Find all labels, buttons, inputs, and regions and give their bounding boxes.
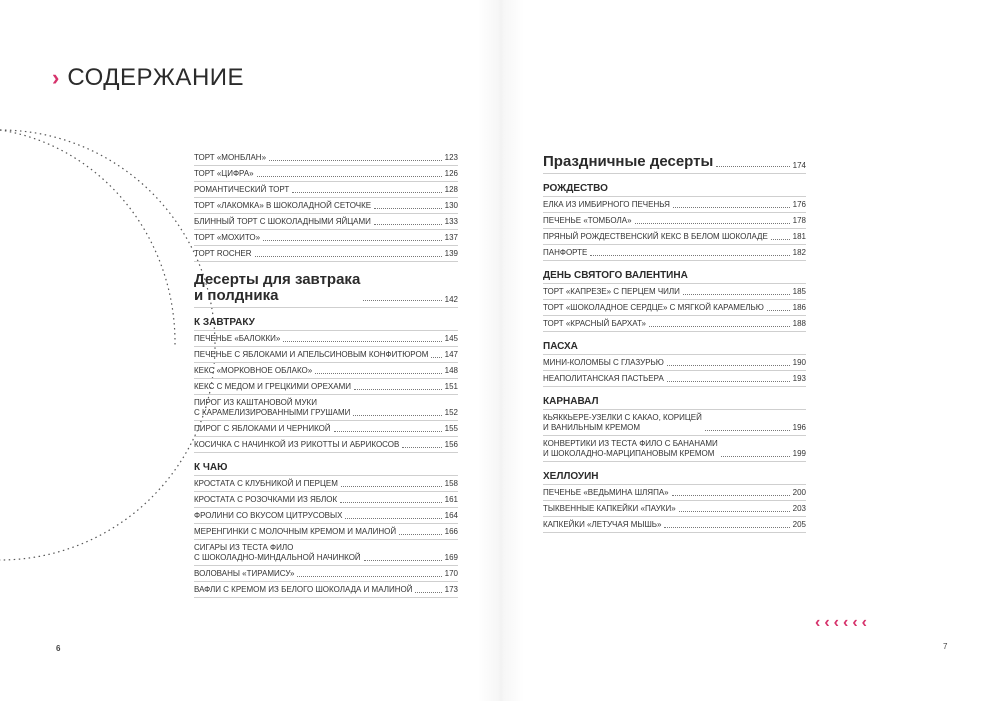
dot-leader <box>374 208 442 209</box>
dot-leader <box>767 310 790 311</box>
entry-page: 173 <box>444 585 458 594</box>
entry-title: ПЕЧЕНЬЕ «ТОМБОЛА» <box>543 216 632 225</box>
entry-page: 145 <box>444 334 458 343</box>
chevron-left-icon: ‹ <box>842 614 849 631</box>
toc-entry[interactable] <box>194 395 458 421</box>
dot-leader <box>297 576 441 577</box>
page-number-left: 6 <box>56 644 61 653</box>
toc-entry[interactable] <box>543 410 806 436</box>
toc-entry[interactable] <box>194 437 458 453</box>
dot-leader <box>263 240 442 241</box>
entry-title: ТОРТ «КАПРЕЗЕ» С ПЕРЦЕМ ЧИЛИ <box>543 287 680 296</box>
dot-leader <box>667 365 790 366</box>
toc-entry[interactable] <box>194 214 458 230</box>
entry-page: 123 <box>444 153 458 162</box>
entry-title: ПЕЧЕНЬЕ «ВЕДЬМИНА ШЛЯПА» <box>543 488 669 497</box>
entry-title: ТЫКВЕННЫЕ КАПКЕЙКИ «ПАУКИ» <box>543 504 676 513</box>
toc-entry[interactable] <box>194 331 458 347</box>
chevron-left-icon: ‹ <box>833 614 839 631</box>
toc-entry[interactable] <box>543 316 806 332</box>
entry-page: 147 <box>444 350 458 359</box>
title-text: СОДЕРЖАНИЕ <box>67 64 245 91</box>
toc-entry[interactable] <box>194 492 458 508</box>
entry-title: НЕАПОЛИТАНСКАЯ ПАСТЬЕРА <box>543 374 664 383</box>
dot-leader <box>364 560 442 561</box>
dot-leader <box>415 592 441 593</box>
chapter-page: 142 <box>444 295 458 304</box>
entry-title: ТОРТ «МОНБЛАН» <box>194 153 267 162</box>
entry-title: ТОРТ «ЦИФРА» <box>194 169 254 178</box>
entry-title: ТОРТ «МОХИТО» <box>194 233 261 242</box>
toc-entry[interactable] <box>194 150 458 166</box>
toc-entry[interactable] <box>543 517 806 533</box>
entry-title: ВОЛОВАНЫ «ТИРАМИСУ» <box>194 569 295 578</box>
chevron-right-icon: › <box>52 65 60 90</box>
toc-left-column <box>194 150 458 598</box>
chapter-heading[interactable] <box>194 272 458 308</box>
entry-title: ТОРТ «ЛАКОМКА» В ШОКОЛАДНОЙ СЕТОЧКЕ <box>194 201 372 210</box>
entry-page: 148 <box>444 366 458 375</box>
entry-page: 190 <box>792 358 806 367</box>
entry-title: ПИРОГ С ЯБЛОКАМИ И ЧЕРНИКОЙ <box>194 424 331 433</box>
dot-leader <box>667 381 790 382</box>
entry-title: КРОСТАТА С КЛУБНИКОЙ И ПЕРЦЕМ <box>194 479 338 488</box>
entry-page: 185 <box>792 287 806 296</box>
toc-entry[interactable] <box>543 197 806 213</box>
entry-title: КОНВЕРТИКИ ИЗ ТЕСТА ФИЛО С БАНАНАМИ И ШОКОЛАДНО-МАРЦИПАНОВЫМ КРЕМОМ <box>543 439 718 458</box>
entry-page: 128 <box>444 185 458 194</box>
entry-page: 164 <box>444 511 458 520</box>
dot-leader <box>431 357 441 358</box>
entry-page: 196 <box>792 423 806 432</box>
dot-leader <box>334 431 442 432</box>
entry-page: 176 <box>792 200 806 209</box>
dot-leader <box>341 486 442 487</box>
section-heading: КАРНАВАЛ <box>543 387 806 410</box>
entry-page: 193 <box>792 374 806 383</box>
entry-title: КАПКЕЙКИ «ЛЕТУЧАЯ МЫШЬ» <box>543 520 662 529</box>
entry-page: 158 <box>444 479 458 488</box>
toc-entry[interactable] <box>194 508 458 524</box>
dot-leader <box>673 207 790 208</box>
section-heading: ДЕНЬ СВЯТОГО ВАЛЕНТИНА <box>543 261 806 284</box>
dot-leader <box>679 511 790 512</box>
toc-entry[interactable] <box>194 540 458 566</box>
entry-title: КЕКС «МОРКОВНОЕ ОБЛАКО» <box>194 366 313 375</box>
chapter-heading[interactable] <box>543 154 806 174</box>
dot-leader <box>269 160 442 161</box>
entry-page: 151 <box>444 382 458 391</box>
section-heading: РОЖДЕСТВО <box>543 174 806 197</box>
chevron-left-icon: ‹ <box>824 614 830 631</box>
chevron-left-icon: ‹ <box>852 614 858 631</box>
dot-leader <box>257 176 442 177</box>
entry-title: КОСИЧКА С НАЧИНКОЙ ИЗ РИКОТТЫ И АБРИКОСОВ <box>194 440 400 449</box>
entry-title: ЕЛКА ИЗ ИМБИРНОГО ПЕЧЕНЬЯ <box>543 200 670 209</box>
entry-page: 205 <box>792 520 806 529</box>
dot-leader <box>716 166 789 167</box>
entry-title: МИНИ-КОЛОМБЫ С ГЛАЗУРЬЮ <box>543 358 664 367</box>
chapter-page: 174 <box>792 161 806 170</box>
chevron-left-icon: ‹ <box>861 614 867 631</box>
entry-title: МЕРЕНГИНКИ С МОЛОЧНЫМ КРЕМОМ И МАЛИНОЙ <box>194 527 397 536</box>
section-heading: ПАСХА <box>543 332 806 355</box>
dot-leader <box>721 456 790 457</box>
toc-entry[interactable] <box>194 566 458 582</box>
toc-entry[interactable] <box>194 198 458 214</box>
entry-title: ТОРТ «ШОКОЛАДНОЕ СЕРДЦЕ» С МЯГКОЙ КАРАМЕЛЬЮ <box>543 303 764 312</box>
toc-entry[interactable] <box>194 582 458 598</box>
entry-page: 155 <box>444 424 458 433</box>
dot-leader <box>374 224 442 225</box>
dot-leader <box>363 300 441 301</box>
dot-leader <box>283 341 441 342</box>
entry-page: 133 <box>444 217 458 226</box>
entry-page: 137 <box>444 233 458 242</box>
dot-leader <box>315 373 441 374</box>
toc-entry[interactable] <box>543 300 806 316</box>
toc-entry[interactable] <box>194 166 458 182</box>
toc-entry[interactable] <box>194 246 458 262</box>
entry-page: 152 <box>444 408 458 417</box>
dot-leader <box>353 415 441 416</box>
entry-page: 188 <box>792 319 806 328</box>
entry-title: СИГАРЫ ИЗ ТЕСТА ФИЛО С ШОКОЛАДНО-МИНДАЛЬНОЙ НАЧИНКОЙ <box>194 543 361 562</box>
dot-leader <box>705 430 790 431</box>
entry-page: 200 <box>792 488 806 497</box>
toc-entry[interactable] <box>543 371 806 387</box>
entry-page: 170 <box>444 569 458 578</box>
entry-title: БЛИННЫЙ ТОРТ С ШОКОЛАДНЫМИ ЯЙЦАМИ <box>194 217 371 226</box>
dot-leader <box>771 239 790 240</box>
entry-page: 126 <box>444 169 458 178</box>
toc-entry[interactable] <box>543 229 806 245</box>
entry-page: 166 <box>444 527 458 536</box>
entry-title: ТОРТ «КРАСНЫЙ БАРХАТ» <box>543 319 646 328</box>
toc-entry[interactable] <box>543 355 806 371</box>
toc-entry[interactable] <box>194 476 458 492</box>
chevron-left-icon: ‹ <box>815 614 821 631</box>
entry-title: ПАНФОРТЕ <box>543 248 588 257</box>
entry-page: 130 <box>444 201 458 210</box>
toc-entry[interactable] <box>543 436 806 462</box>
dot-leader <box>402 447 441 448</box>
dot-leader <box>340 502 441 503</box>
toc-entry[interactable] <box>543 213 806 229</box>
entry-page: 169 <box>444 553 458 562</box>
dot-leader <box>683 294 790 295</box>
entry-page: 186 <box>792 303 806 312</box>
entry-title: КЕКС С МЕДОМ И ГРЕЦКИМИ ОРЕХАМИ <box>194 382 352 391</box>
dot-leader <box>664 527 789 528</box>
dot-leader <box>345 518 441 519</box>
dot-leader <box>635 223 790 224</box>
toc-entry[interactable] <box>543 284 806 300</box>
entry-page: 178 <box>792 216 806 225</box>
entry-title: ПИРОГ ИЗ КАШТАНОВОЙ МУКИ С КАРАМЕЛИЗИРОВАННЫМИ ГРУШАМИ <box>194 398 351 417</box>
toc-entry[interactable] <box>543 485 806 501</box>
entry-page: 161 <box>444 495 458 504</box>
toc-entry[interactable] <box>194 524 458 540</box>
entry-page: 181 <box>792 232 806 241</box>
dot-leader <box>649 326 790 327</box>
entry-page: 199 <box>792 449 806 458</box>
toc-entry[interactable] <box>194 347 458 363</box>
toc-entry[interactable] <box>194 182 458 198</box>
entry-title: РОМАНТИЧЕСКИЙ ТОРТ <box>194 185 290 194</box>
section-heading: ХЕЛЛОУИН <box>543 462 806 485</box>
entry-title: ПЕЧЕНЬЕ С ЯБЛОКАМИ И АПЕЛЬСИНОВЫМ КОНФИТЮРОМ <box>194 350 429 359</box>
entry-page: 139 <box>444 249 458 258</box>
toc-entry[interactable] <box>543 245 806 261</box>
entry-page: 182 <box>792 248 806 257</box>
page-number-right: 7 <box>943 642 948 651</box>
entry-page: 203 <box>792 504 806 513</box>
chevron-decoration <box>815 615 871 631</box>
entry-title: ТОРТ ROCHER <box>194 249 252 258</box>
entry-title: ПРЯНЫЙ РОЖДЕСТВЕНСКИЙ КЕКС В БЕЛОМ ШОКОЛАДЕ <box>543 232 768 241</box>
section-heading: К ЗАВТРАКУ <box>194 308 458 331</box>
chapter-title: Десерты для завтрака и полдника <box>194 271 361 304</box>
toc-right-column <box>543 150 806 533</box>
dot-leader <box>255 256 442 257</box>
toc-entry[interactable] <box>194 363 458 379</box>
toc-entry[interactable] <box>194 230 458 246</box>
entry-page: 156 <box>444 440 458 449</box>
dot-leader <box>399 534 442 535</box>
entry-title: ПЕЧЕНЬЕ «БАЛОККИ» <box>194 334 281 343</box>
chapter-title: Праздничные десерты <box>543 153 714 170</box>
section-heading: К ЧАЮ <box>194 453 458 476</box>
entry-title: КРОСТАТА С РОЗОЧКАМИ ИЗ ЯБЛОК <box>194 495 338 504</box>
page-title <box>52 64 244 92</box>
toc-entry[interactable] <box>194 379 458 395</box>
dot-leader <box>354 389 442 390</box>
toc-entry[interactable] <box>543 501 806 517</box>
entry-title: ВАФЛИ С КРЕМОМ ИЗ БЕЛОГО ШОКОЛАДА И МАЛИНОЙ <box>194 585 413 594</box>
entry-title: ФРОЛИНИ СО ВКУСОМ ЦИТРУСОВЫХ <box>194 511 343 520</box>
toc-entry[interactable] <box>194 421 458 437</box>
entry-title: КЬЯККЬЕРЕ-УЗЕЛКИ С КАКАО, КОРИЦЕЙ И ВАНИЛЬНЫМ КРЕМОМ <box>543 413 702 432</box>
dot-leader <box>672 495 790 496</box>
dot-leader <box>590 255 789 256</box>
dot-leader <box>292 192 441 193</box>
